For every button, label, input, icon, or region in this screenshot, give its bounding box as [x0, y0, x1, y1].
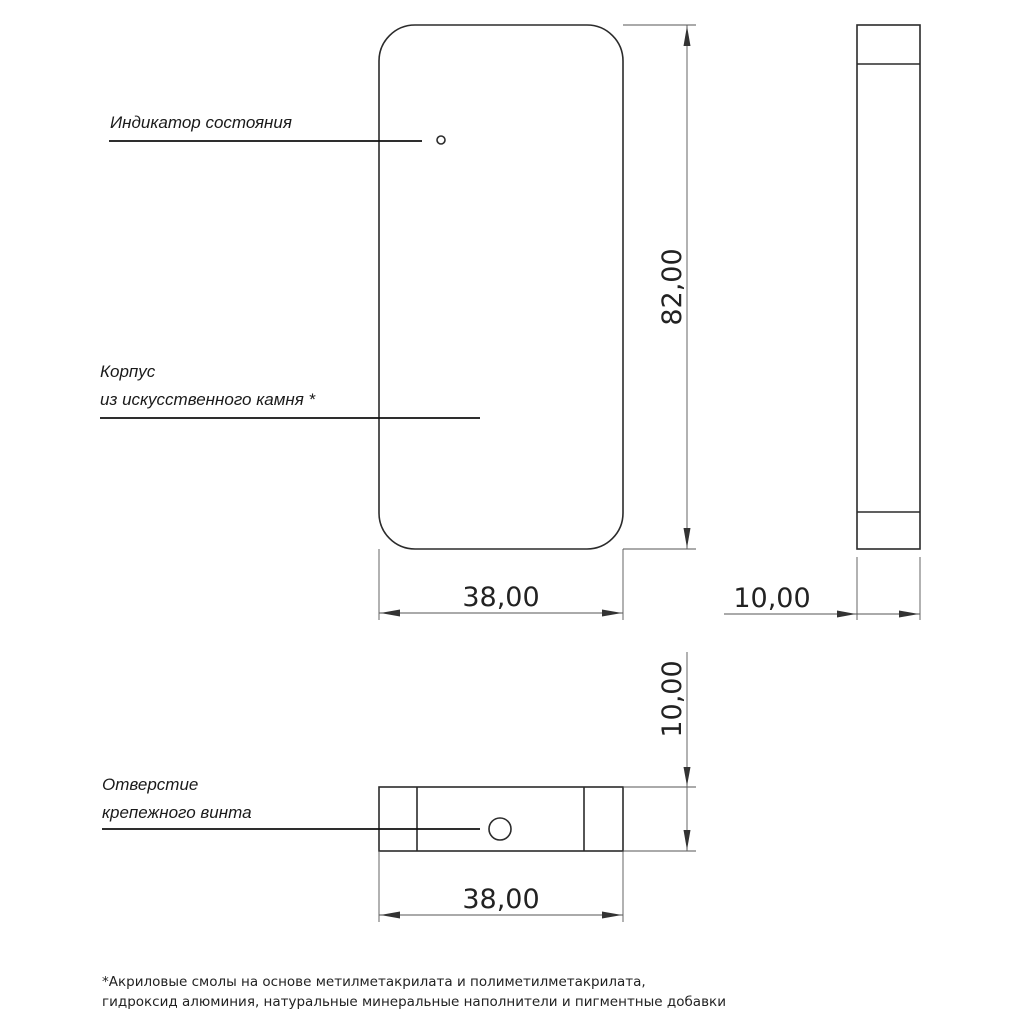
front-width-dimension [379, 549, 623, 620]
side-body-outline [857, 25, 920, 549]
bottom-view [379, 787, 623, 851]
arrow-right [602, 912, 622, 919]
side-depth-dimension [724, 557, 920, 620]
status-indicator-dot [437, 136, 445, 144]
bottom-width-value: 38,00 [462, 884, 540, 915]
bottom-height-dimension [623, 652, 696, 851]
arrow-down [684, 528, 691, 548]
screw-hole [489, 818, 511, 840]
front-height-dimension [623, 25, 696, 549]
arrow-left [380, 912, 400, 919]
arrow-left [380, 610, 400, 617]
arrow-up [684, 26, 691, 46]
front-width-value: 38,00 [462, 582, 540, 613]
footnote [102, 974, 726, 1010]
front-view [379, 25, 623, 549]
arrow-right [837, 611, 856, 618]
body-label-line1: Корпус [100, 362, 156, 381]
bottom-width-dimension [379, 851, 623, 922]
bottom-height-value: 10,00 [657, 660, 688, 738]
side-view [857, 25, 920, 549]
front-body-outline [379, 25, 623, 549]
hole-label-line1: Отверстие [102, 775, 199, 794]
indicator-label: Индикатор состояния [110, 113, 292, 132]
body-callout [100, 362, 480, 418]
front-height-value: 82,00 [657, 248, 688, 326]
footnote-line1: *Акриловые смолы на основе метилметакрилата и полиметилметакрилата, [102, 974, 646, 990]
arrow-down [684, 830, 691, 850]
hole-callout [102, 775, 480, 829]
arrow-down [684, 767, 691, 786]
arrow-right [602, 610, 622, 617]
indicator-callout [109, 113, 422, 141]
bottom-body-outline [379, 787, 623, 851]
footnote-line2: гидроксид алюминия, натуральные минеральные наполнители и пигментные добавки [102, 994, 726, 1010]
arrow-right [899, 611, 919, 618]
body-label-line2: из искусственного камня * [100, 390, 316, 409]
hole-label-line2: крепежного винта [102, 803, 252, 822]
side-depth-value: 10,00 [733, 583, 811, 614]
